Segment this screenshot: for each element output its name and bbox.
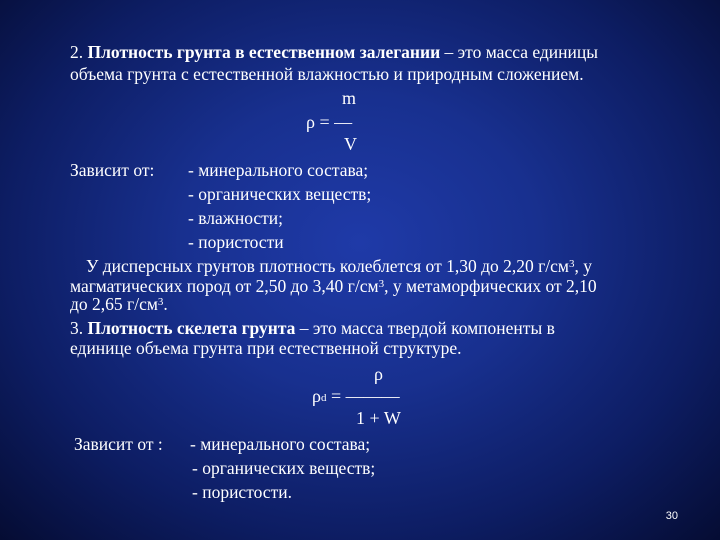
formula2-lhs: $\rho_d$ = ——— [312, 386, 400, 406]
ranges-line2: магматических пород от 2,50 до 3,40 $г/см^3$, у метаморфических от 2,10 [70, 276, 597, 296]
ranges-line1: У дисперсных грунтов плотность колеблется от 1,30 до 2,20 $г/см^3$, у [86, 256, 593, 276]
formula2-denominator: 1 + W [356, 408, 401, 428]
depends2-item: - пористости. [192, 482, 292, 502]
para2-line2: объема грунта с естественной влажностью и природным сложением. [70, 64, 584, 84]
para2-line1 [70, 42, 598, 62]
para2-number: 2. [70, 42, 88, 62]
page-number: 30 [665, 510, 678, 522]
formula1-numerator: m [342, 88, 357, 108]
depends1-item: - минерального состава; [188, 160, 369, 180]
ranges-line3: до 2,65 $г/см^3$. [70, 294, 168, 314]
depends1-item: - влажности; [188, 208, 284, 228]
depends1-label: Зависит от: [70, 160, 155, 180]
para3-line1 [70, 318, 555, 338]
para2-rest: – это масса единицы [440, 42, 598, 62]
para3-rest: – это масса твердой компоненты в [295, 318, 555, 338]
para3-number: 3. [70, 318, 88, 338]
formula2-numerator: ρ [374, 364, 383, 384]
formula1-lhs: ρ = — [306, 112, 353, 132]
depends2-item: - минерального состава; [190, 434, 371, 454]
para3-line2: единице объема грунта при естественной структуре. [70, 338, 462, 358]
depends1-item: - органических веществ; [188, 184, 372, 204]
depends1-item: - пористости [188, 232, 284, 252]
formula1-denominator: V [344, 134, 357, 154]
depends2-item: - органических веществ; [192, 458, 376, 478]
para3-term: Плотность скелета грунта [87, 318, 296, 338]
para2-term: Плотность грунта в естественном залегании [87, 42, 441, 62]
depends2-label: Зависит от : [74, 434, 163, 454]
